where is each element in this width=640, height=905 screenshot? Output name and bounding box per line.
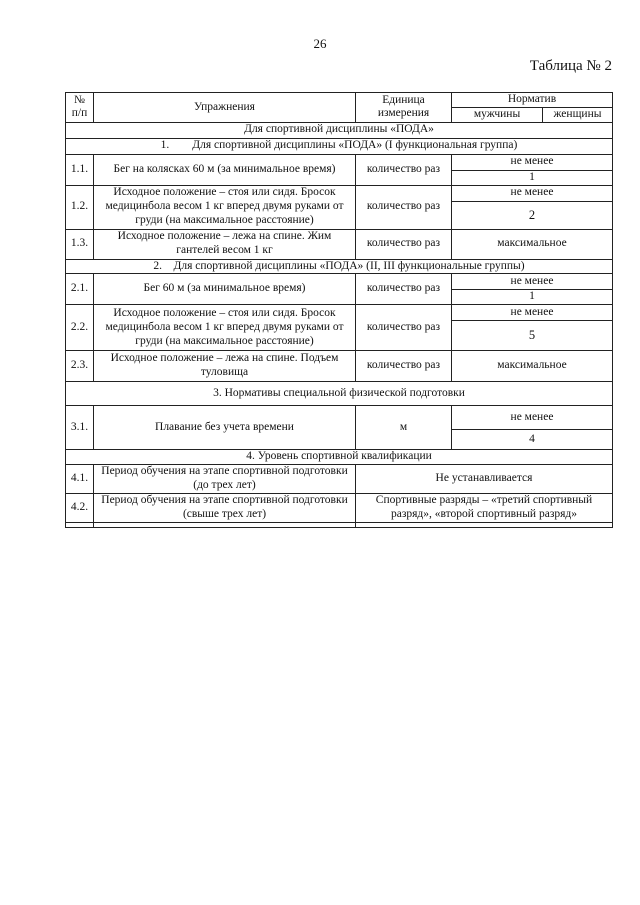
exercise-cell: Бег 60 м (за минимальное время) <box>94 274 356 305</box>
page-number: 26 <box>313 36 327 51</box>
unit-cell: количество раз <box>356 229 452 259</box>
norm-value: 1 <box>452 170 613 185</box>
norm-value: Не устанавливается <box>356 464 613 493</box>
row-number: 1.2. <box>66 185 94 229</box>
unit-cell: количество раз <box>356 305 452 351</box>
section-row <box>66 259 613 274</box>
norm-value: максимальное <box>452 229 613 259</box>
table-row <box>66 274 613 290</box>
section-row <box>66 382 613 406</box>
unit-cell: количество раз <box>356 351 452 382</box>
table-header-row <box>66 93 613 108</box>
table-bottom-spacer <box>66 522 613 527</box>
header-num: № п/п <box>66 93 94 123</box>
norm-qualifier: не менее <box>452 305 613 321</box>
exercise-cell: Исходное положение – лежа на спине. Подъем туловища <box>94 351 356 382</box>
row-number: 2.2. <box>66 305 94 351</box>
spacer-cell <box>356 522 613 527</box>
table-row <box>66 154 613 170</box>
section-row <box>66 122 613 138</box>
header-men: мужчины <box>452 107 543 122</box>
norm-value: 4 <box>452 430 613 450</box>
exercise-cell: Исходное положение – стоя или сидя. Бросок медицинбола весом 1 кг вперед двумя руками от груди (на максимальное расстояние) <box>94 185 356 229</box>
header-women: женщины <box>543 107 613 122</box>
row-number: 2.1. <box>66 274 94 305</box>
row-number: 1.1. <box>66 154 94 185</box>
section-2-title: 2. Для спортивной дисциплины «ПОДА» (II, III функциональные группы) <box>66 259 613 274</box>
exercise-cell: Плавание без учета времени <box>94 406 356 450</box>
norm-value: Спортивные разряды – «третий спортивный разряд», «второй спортивный разряд» <box>356 493 613 522</box>
norm-value: 5 <box>452 321 613 351</box>
exercise-cell: Бег на колясках 60 м (за минимальное время) <box>94 154 356 185</box>
norm-value: 2 <box>452 201 613 229</box>
table-row <box>66 406 613 430</box>
row-number: 3.1. <box>66 406 94 450</box>
row-number: 2.3. <box>66 351 94 382</box>
section-4-title: 4. Уровень спортивной квалификации <box>66 450 613 465</box>
section-main-title: Для спортивной дисциплины «ПОДА» <box>66 122 613 138</box>
exercise-cell: Период обучения на этапе спортивной подготовки (свыше трех лет) <box>94 493 356 522</box>
section-3-title: 3. Нормативы специальной физической подготовки <box>66 382 613 406</box>
norm-qualifier: не менее <box>452 154 613 170</box>
section-row <box>66 138 613 154</box>
spacer-cell <box>66 522 94 527</box>
exercise-cell: Период обучения на этапе спортивной подготовки (до трех лет) <box>94 464 356 493</box>
row-number: 4.1. <box>66 464 94 493</box>
row-number: 4.2. <box>66 493 94 522</box>
norm-qualifier: не менее <box>452 274 613 290</box>
table-row <box>66 493 613 522</box>
norms-table <box>65 92 613 528</box>
header-unit: Единица измерения <box>356 93 452 123</box>
unit-cell: количество раз <box>356 274 452 305</box>
table-row <box>66 185 613 201</box>
table-caption: Таблица № 2 <box>529 58 612 74</box>
header-norm: Норматив <box>452 93 613 108</box>
section-row <box>66 450 613 465</box>
norm-value: 1 <box>452 290 613 305</box>
unit-cell: м <box>356 406 452 450</box>
unit-cell: количество раз <box>356 185 452 229</box>
table-row <box>66 229 613 259</box>
table-row <box>66 351 613 382</box>
norm-qualifier: не менее <box>452 185 613 201</box>
norm-value: максимальное <box>452 351 613 382</box>
row-number: 1.3. <box>66 229 94 259</box>
section-1-title: 1. Для спортивной дисциплины «ПОДА» (I функциональная группа) <box>66 138 613 154</box>
header-exercises: Упражнения <box>94 93 356 123</box>
table-row <box>66 464 613 493</box>
exercise-cell: Исходное положение – стоя или сидя. Бросок медицинбола весом 1 кг вперед двумя руками от груди (на максимальное расстояние) <box>94 305 356 351</box>
exercise-cell: Исходное положение – лежа на спине. Жим гантелей весом 1 кг <box>94 229 356 259</box>
unit-cell: количество раз <box>356 154 452 185</box>
table-row <box>66 305 613 321</box>
spacer-cell <box>94 522 356 527</box>
norm-qualifier: не менее <box>452 406 613 430</box>
